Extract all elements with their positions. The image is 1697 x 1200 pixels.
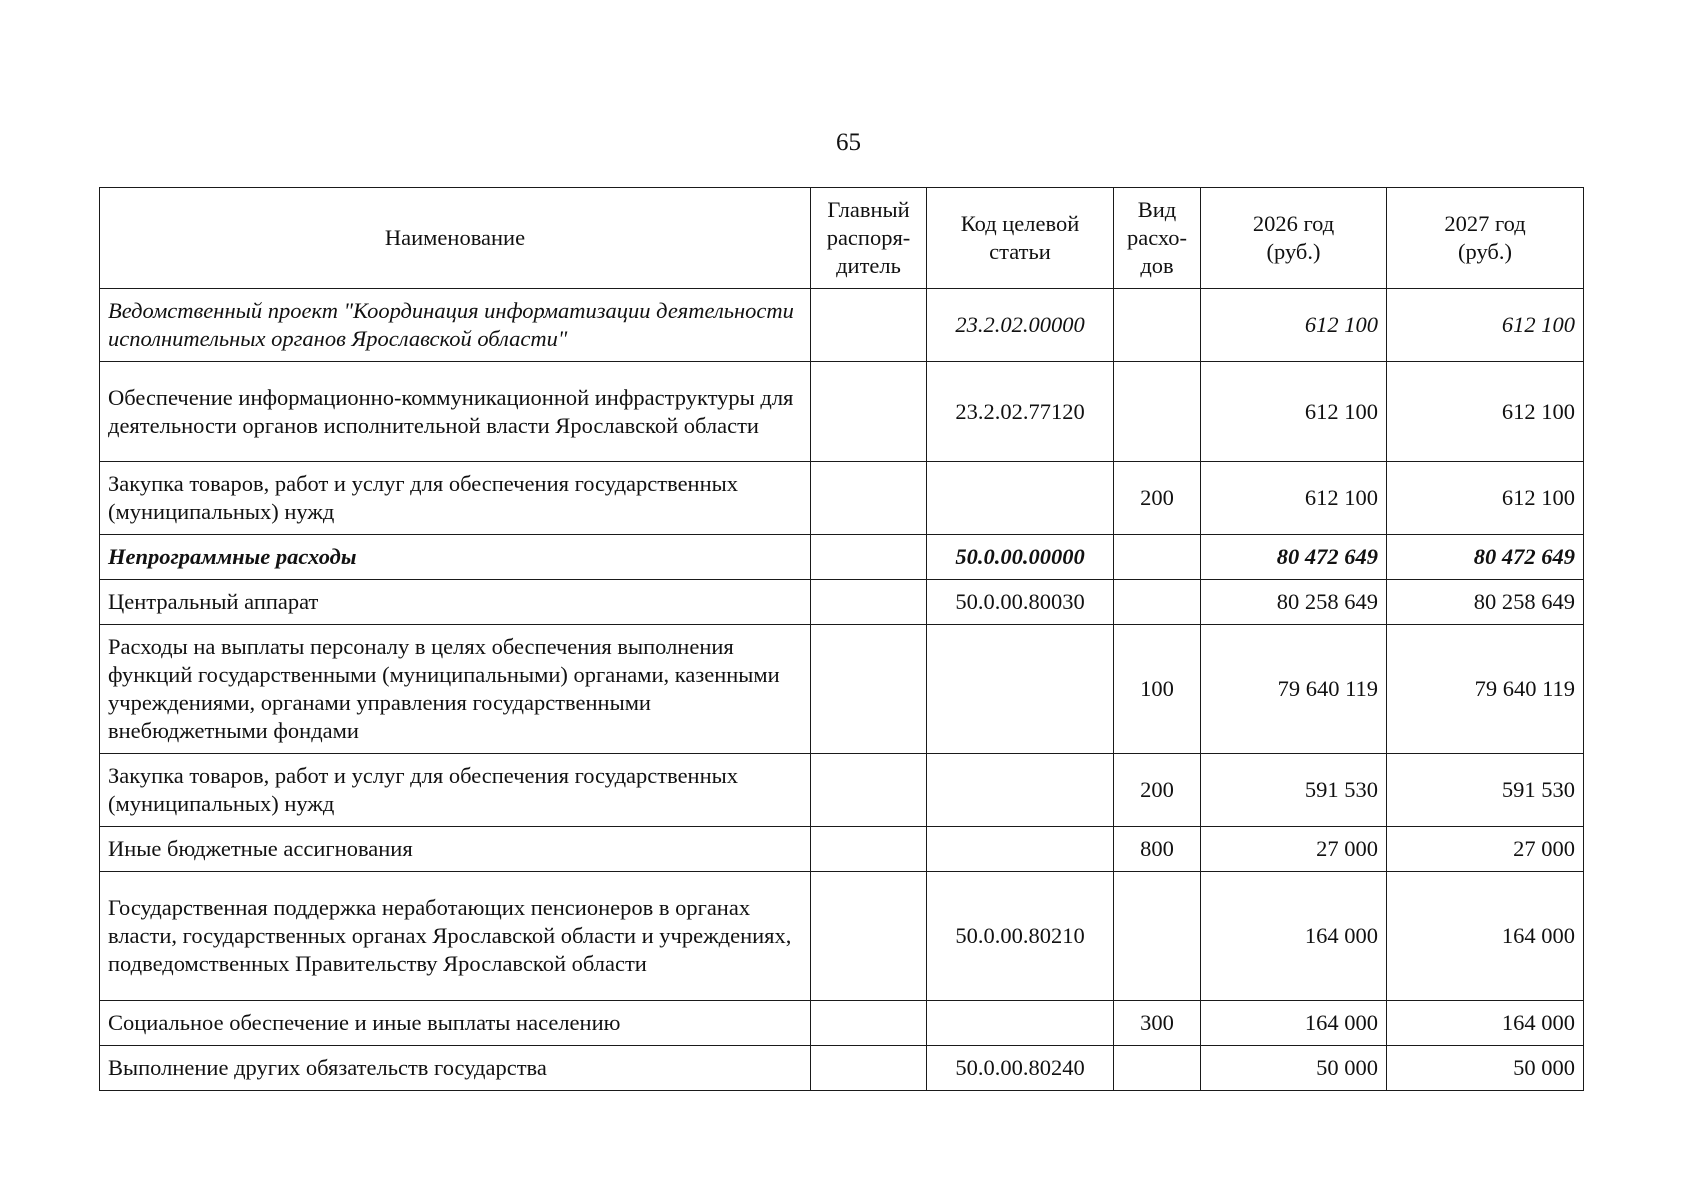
row-amount-2026: 80 258 649 (1201, 580, 1387, 625)
row-main-manager (811, 754, 927, 827)
row-target-code: 23.2.02.00000 (927, 289, 1114, 362)
row-name: Непрограммные расходы (100, 535, 811, 580)
row-amount-2026: 164 000 (1201, 872, 1387, 1001)
row-target-code: 50.0.00.80030 (927, 580, 1114, 625)
table-row (100, 754, 1584, 827)
row-expense-kind (1114, 580, 1201, 625)
row-amount-2026: 80 472 649 (1201, 535, 1387, 580)
table-row (100, 362, 1584, 462)
row-amount-2026: 50 000 (1201, 1046, 1387, 1091)
row-main-manager (811, 1046, 927, 1091)
header-year-2026: 2026 год (руб.) (1201, 188, 1387, 289)
header-main-manager: Главный распоря- дитель (811, 188, 927, 289)
row-target-code (927, 462, 1114, 535)
row-expense-kind (1114, 872, 1201, 1001)
header-target-code: Код целевой статьи (927, 188, 1114, 289)
row-name: Ведомственный проект "Координация информатизации деятельности исполнительных органов Ярославской области" (100, 289, 811, 362)
row-amount-2026: 612 100 (1201, 362, 1387, 462)
table-row (100, 535, 1584, 580)
row-main-manager (811, 462, 927, 535)
row-main-manager (811, 362, 927, 462)
row-target-code: 23.2.02.77120 (927, 362, 1114, 462)
row-target-code (927, 754, 1114, 827)
row-expense-kind: 200 (1114, 462, 1201, 535)
row-name: Иные бюджетные ассигнования (100, 827, 811, 872)
header-expense-kind: Вид расхо- дов (1114, 188, 1201, 289)
row-expense-kind (1114, 535, 1201, 580)
row-amount-2027: 80 472 649 (1387, 535, 1584, 580)
row-amount-2026: 27 000 (1201, 827, 1387, 872)
row-expense-kind (1114, 289, 1201, 362)
table-row (100, 1001, 1584, 1046)
row-expense-kind: 300 (1114, 1001, 1201, 1046)
row-amount-2027: 79 640 119 (1387, 625, 1584, 754)
row-main-manager (811, 872, 927, 1001)
row-name: Обеспечение информационно-коммуникационной инфраструктуры для деятельности органов исполнительной власти Ярославской области (100, 362, 811, 462)
row-expense-kind (1114, 362, 1201, 462)
row-target-code (927, 827, 1114, 872)
row-name: Закупка товаров, работ и услуг для обеспечения государственных (муниципальных) нужд (100, 462, 811, 535)
row-target-code (927, 1001, 1114, 1046)
row-amount-2027: 591 530 (1387, 754, 1584, 827)
row-amount-2027: 80 258 649 (1387, 580, 1584, 625)
table-row (100, 625, 1584, 754)
row-amount-2027: 164 000 (1387, 1001, 1584, 1046)
row-name: Социальное обеспечение и иные выплаты населению (100, 1001, 811, 1046)
table-row (100, 827, 1584, 872)
row-main-manager (811, 535, 927, 580)
budget-table (99, 187, 1584, 1091)
row-expense-kind: 100 (1114, 625, 1201, 754)
row-amount-2026: 79 640 119 (1201, 625, 1387, 754)
row-amount-2026: 591 530 (1201, 754, 1387, 827)
row-amount-2027: 612 100 (1387, 462, 1584, 535)
row-target-code: 50.0.00.80210 (927, 872, 1114, 1001)
row-main-manager (811, 625, 927, 754)
row-amount-2026: 164 000 (1201, 1001, 1387, 1046)
row-name: Центральный аппарат (100, 580, 811, 625)
row-amount-2027: 612 100 (1387, 362, 1584, 462)
row-amount-2027: 164 000 (1387, 872, 1584, 1001)
row-expense-kind (1114, 1046, 1201, 1091)
row-target-code (927, 625, 1114, 754)
row-target-code: 50.0.00.80240 (927, 1046, 1114, 1091)
row-target-code: 50.0.00.00000 (927, 535, 1114, 580)
header-year-2027: 2027 год (руб.) (1387, 188, 1584, 289)
header-name: Наименование (100, 188, 811, 289)
row-main-manager (811, 580, 927, 625)
table-row (100, 462, 1584, 535)
row-amount-2026: 612 100 (1201, 462, 1387, 535)
row-main-manager (811, 827, 927, 872)
row-name: Выполнение других обязательств государства (100, 1046, 811, 1091)
table-row (100, 289, 1584, 362)
page-number: 65 (836, 129, 861, 156)
row-name: Государственная поддержка неработающих пенсионеров в органах власти, государственных органах Ярославской области и учреждениях, подведомственных Правительству Ярославской области (100, 872, 811, 1001)
table-row (100, 872, 1584, 1001)
table-row (100, 1046, 1584, 1091)
row-expense-kind: 800 (1114, 827, 1201, 872)
row-main-manager (811, 1001, 927, 1046)
row-name: Расходы на выплаты персоналу в целях обеспечения выполнения функций государственными (муниципальными) органами, казенными учреждениями, органами управления государственными внебюджетными фондами (100, 625, 811, 754)
row-amount-2027: 27 000 (1387, 827, 1584, 872)
row-name: Закупка товаров, работ и услуг для обеспечения государственных (муниципальных) нужд (100, 754, 811, 827)
row-amount-2027: 50 000 (1387, 1046, 1584, 1091)
row-expense-kind: 200 (1114, 754, 1201, 827)
table-header-row (100, 188, 1584, 289)
row-main-manager (811, 289, 927, 362)
row-amount-2027: 612 100 (1387, 289, 1584, 362)
table-row (100, 580, 1584, 625)
row-amount-2026: 612 100 (1201, 289, 1387, 362)
